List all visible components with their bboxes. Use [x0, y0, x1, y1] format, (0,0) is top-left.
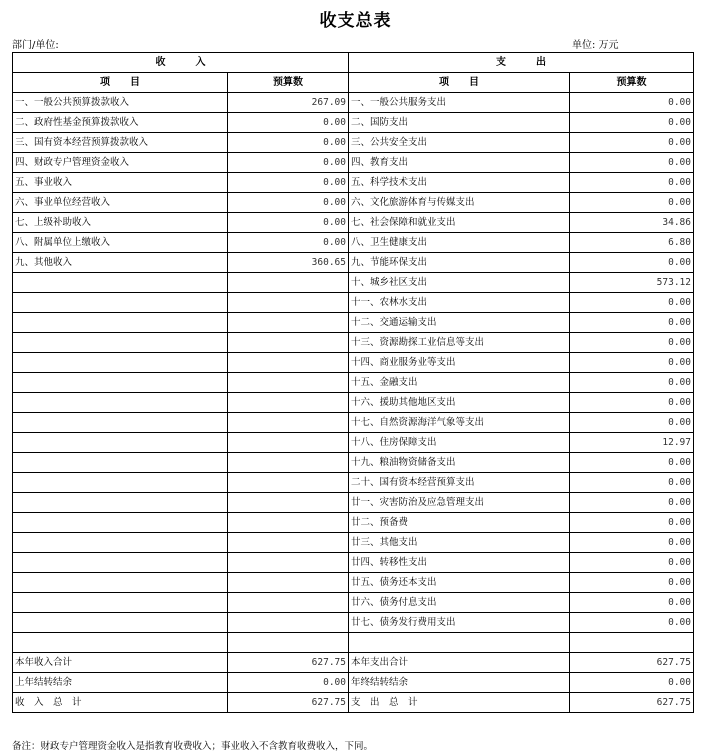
table-row [13, 653, 694, 673]
table-row [13, 353, 694, 373]
income-budget-cell: 627.75 [228, 693, 349, 713]
expense-item-cell: 九、节能环保支出 [349, 253, 570, 273]
table-row [13, 433, 694, 453]
expense-item-cell: 廿二、预备费 [349, 513, 570, 533]
expense-budget-cell: 0.00 [570, 113, 694, 133]
table-row [13, 113, 694, 133]
expense-item-cell: 十五、金融支出 [349, 373, 570, 393]
income-section-header: 收 入 [13, 53, 349, 73]
income-item-cell: 九、其他收入 [13, 253, 228, 273]
table-row [13, 593, 694, 613]
expense-budget-cell: 0.00 [570, 673, 694, 693]
income-budget-cell: 360.65 [228, 253, 349, 273]
income-budget-cell [228, 593, 349, 613]
table-row [13, 373, 694, 393]
table-row [13, 173, 694, 193]
income-item-cell [13, 493, 228, 513]
section-header-row [13, 53, 694, 73]
column-header-row [13, 73, 694, 93]
income-budget-cell: 0.00 [228, 113, 349, 133]
expense-item-cell: 支 出 总 计 [349, 693, 570, 713]
expense-budget-cell: 6.80 [570, 233, 694, 253]
income-item-cell: 本年收入合计 [13, 653, 228, 673]
income-item-cell [13, 593, 228, 613]
expense-item-cell: 廿四、转移性支出 [349, 553, 570, 573]
expense-item-cell: 十一、农林水支出 [349, 293, 570, 313]
table-row [13, 213, 694, 233]
table-row [13, 193, 694, 213]
income-budget-cell [228, 473, 349, 493]
income-budget-cell [228, 573, 349, 593]
income-budget-cell [228, 433, 349, 453]
table-row [13, 613, 694, 633]
income-item-cell: 六、事业单位经营收入 [13, 193, 228, 213]
expense-item-cell: 本年支出合计 [349, 653, 570, 673]
expense-item-cell: 廿六、债务付息支出 [349, 593, 570, 613]
income-item-cell: 一、一般公共预算拨款收入 [13, 93, 228, 113]
expense-item-cell: 六、文化旅游体育与传媒支出 [349, 193, 570, 213]
income-item-cell [13, 333, 228, 353]
table-row [13, 493, 694, 513]
income-budget-cell [228, 533, 349, 553]
expense-budget-cell: 0.00 [570, 153, 694, 173]
table-row [13, 93, 694, 113]
expense-budget-cell: 0.00 [570, 413, 694, 433]
expense-budget-cell: 0.00 [570, 473, 694, 493]
expense-budget-cell: 34.86 [570, 213, 694, 233]
income-budget-cell [228, 413, 349, 433]
expense-budget-cell: 0.00 [570, 333, 694, 353]
expense-budget-cell: 0.00 [570, 93, 694, 113]
table-row [13, 393, 694, 413]
expense-budget-cell: 0.00 [570, 253, 694, 273]
income-budget-cell: 0.00 [228, 153, 349, 173]
income-item-cell [13, 533, 228, 553]
expense-item-cell: 廿七、债务发行费用支出 [349, 613, 570, 633]
income-item-cell [13, 393, 228, 413]
expense-budget-cell: 0.00 [570, 313, 694, 333]
income-item-cell [13, 273, 228, 293]
income-item-cell [13, 453, 228, 473]
income-item-cell [13, 413, 228, 433]
expense-item-cell: 廿一、灾害防治及应急管理支出 [349, 493, 570, 513]
expense-budget-cell: 0.00 [570, 293, 694, 313]
expense-budget-header: 预算数 [570, 73, 694, 93]
income-item-cell: 二、政府性基金预算拨款收入 [13, 113, 228, 133]
table-row [13, 633, 694, 653]
page-title: 收支总表 [319, 11, 392, 31]
income-budget-cell [228, 633, 349, 653]
income-item-cell: 收 入 总 计 [13, 693, 228, 713]
table-row [13, 553, 694, 573]
income-item-cell [13, 473, 228, 493]
expense-budget-cell [570, 633, 694, 653]
expense-budget-cell: 0.00 [570, 173, 694, 193]
table-row [13, 673, 694, 693]
footnote: 备注：财政专户管理资金收入是指教育收费收入；事业收入不含教育收费收入，下同。 [12, 741, 374, 752]
expense-item-cell: 廿三、其他支出 [349, 533, 570, 553]
table-row [13, 573, 694, 593]
expense-budget-cell: 627.75 [570, 693, 694, 713]
income-budget-cell [228, 393, 349, 413]
table-row [13, 533, 694, 553]
expense-item-cell: 十六、援助其他地区支出 [349, 393, 570, 413]
income-item-cell: 四、财政专户管理资金收入 [13, 153, 228, 173]
income-item-cell [13, 513, 228, 533]
income-item-cell [13, 293, 228, 313]
expense-item-cell [349, 633, 570, 653]
expense-item-cell: 年终结转结余 [349, 673, 570, 693]
income-budget-cell [228, 553, 349, 573]
expense-budget-cell: 0.00 [570, 453, 694, 473]
income-budget-cell [228, 493, 349, 513]
income-item-cell [13, 353, 228, 373]
income-budget-cell: 0.00 [228, 133, 349, 153]
expense-item-cell: 十、城乡社区支出 [349, 273, 570, 293]
table-row [13, 273, 694, 293]
expense-item-cell: 十九、粮油物资储备支出 [349, 453, 570, 473]
unit-label: 单位: 万元 [572, 40, 619, 51]
expense-item-cell: 八、卫生健康支出 [349, 233, 570, 253]
expense-item-cell: 十三、资源勘探工业信息等支出 [349, 333, 570, 353]
expense-item-cell: 五、科学技术支出 [349, 173, 570, 193]
table-row [13, 693, 694, 713]
expense-item-cell: 二、国防支出 [349, 113, 570, 133]
table-row [13, 513, 694, 533]
income-budget-header: 预算数 [228, 73, 349, 93]
table-row [13, 293, 694, 313]
expense-item-cell: 一、一般公共服务支出 [349, 93, 570, 113]
income-item-cell [13, 553, 228, 573]
income-budget-cell [228, 353, 349, 373]
expense-item-cell: 十八、住房保障支出 [349, 433, 570, 453]
expense-item-cell: 廿五、债务还本支出 [349, 573, 570, 593]
table-row [13, 253, 694, 273]
income-item-cell [13, 633, 228, 653]
expense-item-cell: 七、社会保障和就业支出 [349, 213, 570, 233]
expense-budget-cell: 0.00 [570, 373, 694, 393]
expense-item-cell: 十七、自然资源海洋气象等支出 [349, 413, 570, 433]
expense-item-cell: 十四、商业服务业等支出 [349, 353, 570, 373]
expense-budget-cell: 0.00 [570, 573, 694, 593]
table-row [13, 233, 694, 253]
expense-item-header: 项 目 [349, 73, 570, 93]
income-budget-cell: 0.00 [228, 173, 349, 193]
table-row [13, 453, 694, 473]
table-row [13, 313, 694, 333]
income-item-cell: 五、事业收入 [13, 173, 228, 193]
expense-budget-cell: 0.00 [570, 133, 694, 153]
income-budget-cell [228, 373, 349, 393]
income-budget-cell [228, 333, 349, 353]
income-budget-cell: 267.09 [228, 93, 349, 113]
income-item-cell [13, 433, 228, 453]
expense-budget-cell: 573.12 [570, 273, 694, 293]
income-budget-cell: 0.00 [228, 193, 349, 213]
income-budget-cell [228, 313, 349, 333]
income-item-cell: 三、国有资本经营预算拨款收入 [13, 133, 228, 153]
dept-label: 部门/单位: [12, 40, 59, 51]
table-row [13, 473, 694, 493]
income-item-cell [13, 373, 228, 393]
income-budget-cell [228, 453, 349, 473]
expense-budget-cell: 627.75 [570, 653, 694, 673]
table-row [13, 133, 694, 153]
expense-budget-cell: 0.00 [570, 193, 694, 213]
income-budget-cell [228, 513, 349, 533]
expense-budget-cell: 0.00 [570, 613, 694, 633]
income-budget-cell [228, 273, 349, 293]
expense-budget-cell: 0.00 [570, 553, 694, 573]
expense-budget-cell: 0.00 [570, 533, 694, 553]
income-item-cell [13, 613, 228, 633]
income-budget-cell: 627.75 [228, 653, 349, 673]
expense-budget-cell: 0.00 [570, 513, 694, 533]
income-item-cell [13, 313, 228, 333]
expense-section-header: 支 出 [349, 53, 694, 73]
expense-item-cell: 十二、交通运输支出 [349, 313, 570, 333]
income-budget-cell: 0.00 [228, 673, 349, 693]
expense-budget-cell: 12.97 [570, 433, 694, 453]
expense-item-cell: 三、公共安全支出 [349, 133, 570, 153]
expense-item-cell: 二十、国有资本经营预算支出 [349, 473, 570, 493]
expense-budget-cell: 0.00 [570, 493, 694, 513]
income-item-cell: 七、上级补助收入 [13, 213, 228, 233]
expense-item-cell: 四、教育支出 [349, 153, 570, 173]
expense-budget-cell: 0.00 [570, 353, 694, 373]
income-budget-cell: 0.00 [228, 213, 349, 233]
table-row [13, 153, 694, 173]
expense-budget-cell: 0.00 [570, 393, 694, 413]
table-row [13, 333, 694, 353]
income-item-cell: 八、附属单位上缴收入 [13, 233, 228, 253]
income-item-header: 项 目 [13, 73, 228, 93]
expense-budget-cell: 0.00 [570, 593, 694, 613]
income-budget-cell [228, 293, 349, 313]
income-budget-cell [228, 613, 349, 633]
income-item-cell [13, 573, 228, 593]
table-row [13, 413, 694, 433]
income-budget-cell: 0.00 [228, 233, 349, 253]
income-item-cell: 上年结转结余 [13, 673, 228, 693]
budget-summary-table [12, 52, 694, 713]
